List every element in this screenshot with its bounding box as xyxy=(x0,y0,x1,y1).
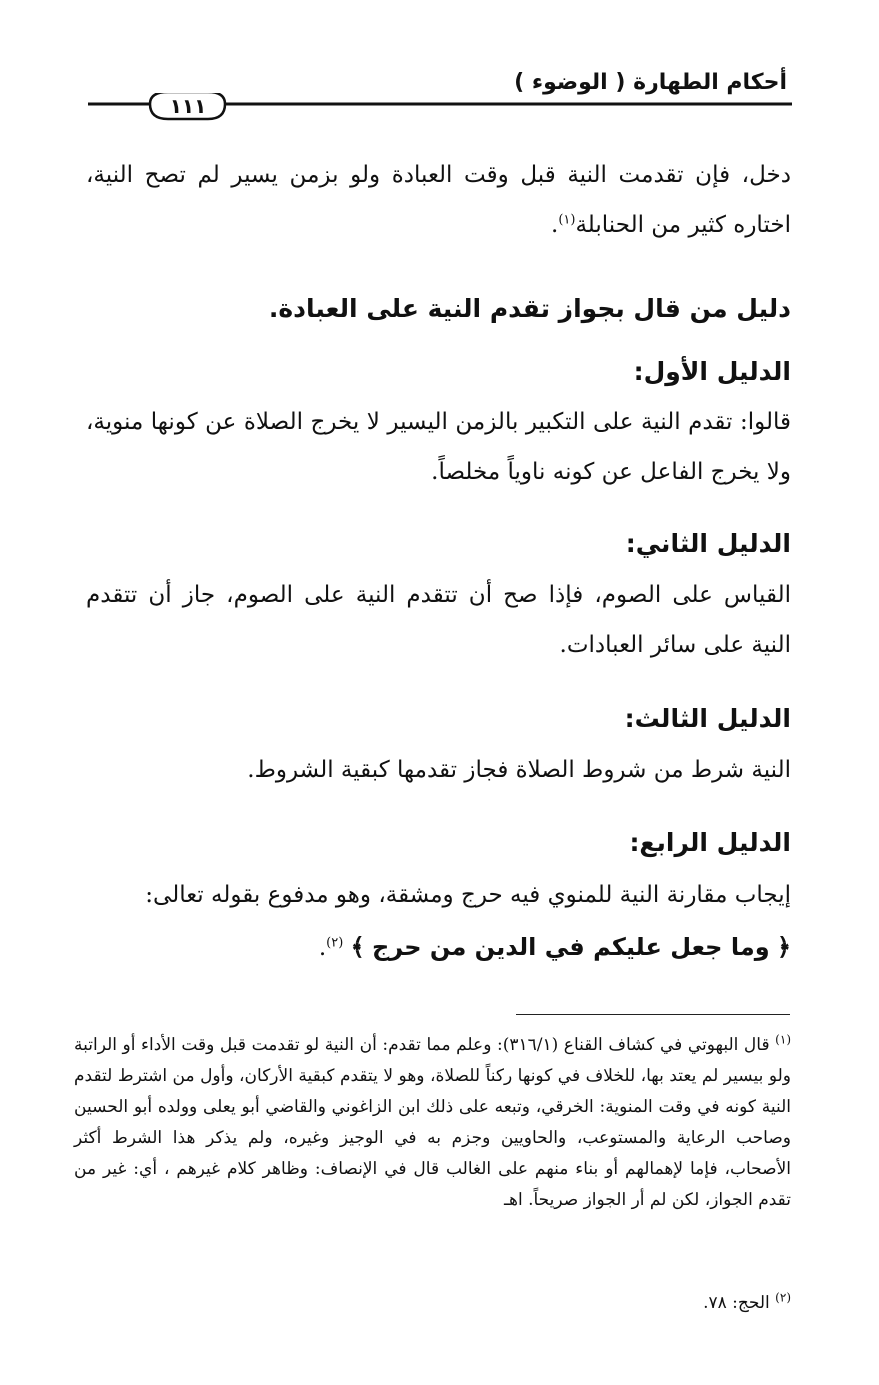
evidence-2-heading: الدليل الثاني: xyxy=(625,529,791,558)
intro-paragraph xyxy=(86,150,791,250)
footnote-divider xyxy=(516,1014,790,1015)
footnote-1-text: قال البهوتي في كشاف القناع (٣١٦/١): وعلم مما تقدم: أن النية لو تقدمت قبل وقت الأداء أو الراتبة ولو بيسير لم يعتد بها، للخلاف في كونها ركناً للصلاة، وهو لا يتقدم كبقية الأركان، وأول من اشترط لتقدم النية كونه في وقت المنوية: الخرقي، وتبعه على ذلك ابن الزاغوني والقاضي أبو يعلى وولده أبو الحسين وصاحب الرعاية والمستوعب، والحاويين وجزم به في الوجيز وغيره، ولم يذكر هذا الشرط أكثر الأصحاب، فإما لإهمالهم أو بناء منهم على الغالب قال في الإنصاف: وظاهر كلام غيرهم ، أي: غير من تقدم الجواز، لكن لم أر الجواز صريحاً. اهـ xyxy=(74,1035,791,1210)
evidence-1-text: قالوا: تقدم النية على التكبير بالزمن اليسير لا يخرج الصلاة عن كونها منوية، ولا يخرج الفاعل عن كونه ناوياً مخلصاً. xyxy=(86,409,791,485)
footnote-2-number: (٢) xyxy=(775,1290,791,1305)
footnote-2 xyxy=(74,1288,791,1319)
section-heading: دليل من قال بجواز تقدم النية على العبادة. xyxy=(268,294,791,323)
intro-end: . xyxy=(551,212,559,238)
quran-verse: وما جعل عليكم في الدين من حرج xyxy=(371,933,770,961)
quran-verse-line xyxy=(86,922,791,973)
evidence-3-text: النية شرط من شروط الصلاة فجاز تقدمها كبقية الشروط. xyxy=(247,757,791,783)
evidence-4-heading: الدليل الرابع: xyxy=(629,828,791,857)
footnote-ref-1: (١) xyxy=(558,212,576,228)
evidence-4-text: إيجاب مقارنة النية للمنوي فيه حرج ومشقة، وهو مدفوع بقوله تعالى: xyxy=(145,882,791,908)
footnote-2-text: الحج: ٧٨. xyxy=(703,1293,770,1313)
quran-close-bracket: ﴾ xyxy=(350,933,365,961)
footnote-1-number: (١) xyxy=(775,1032,791,1047)
quran-end: . xyxy=(318,935,327,961)
footnote-ref-2: (٢) xyxy=(326,935,344,951)
evidence-2-text: القياس على الصوم، فإذا صح أن تتقدم النية على الصوم، جاز أن تتقدم النية على سائر العبادات. xyxy=(86,582,791,658)
intro-text: دخل، فإن تقدمت النية قبل وقت العبادة ولو بزمن يسير لم تصح النية، اختاره كثير من الحنابلة xyxy=(86,162,791,238)
running-header-title: أحكام الطهارة ( الوضوء ) xyxy=(514,70,787,95)
evidence-1-heading: الدليل الأول: xyxy=(633,357,791,386)
evidence-3-heading: الدليل الثالث: xyxy=(624,704,791,733)
page-number: ١١١ xyxy=(169,94,207,118)
footnote-1 xyxy=(74,1030,791,1216)
quran-open-bracket: ﴿ xyxy=(776,933,791,961)
